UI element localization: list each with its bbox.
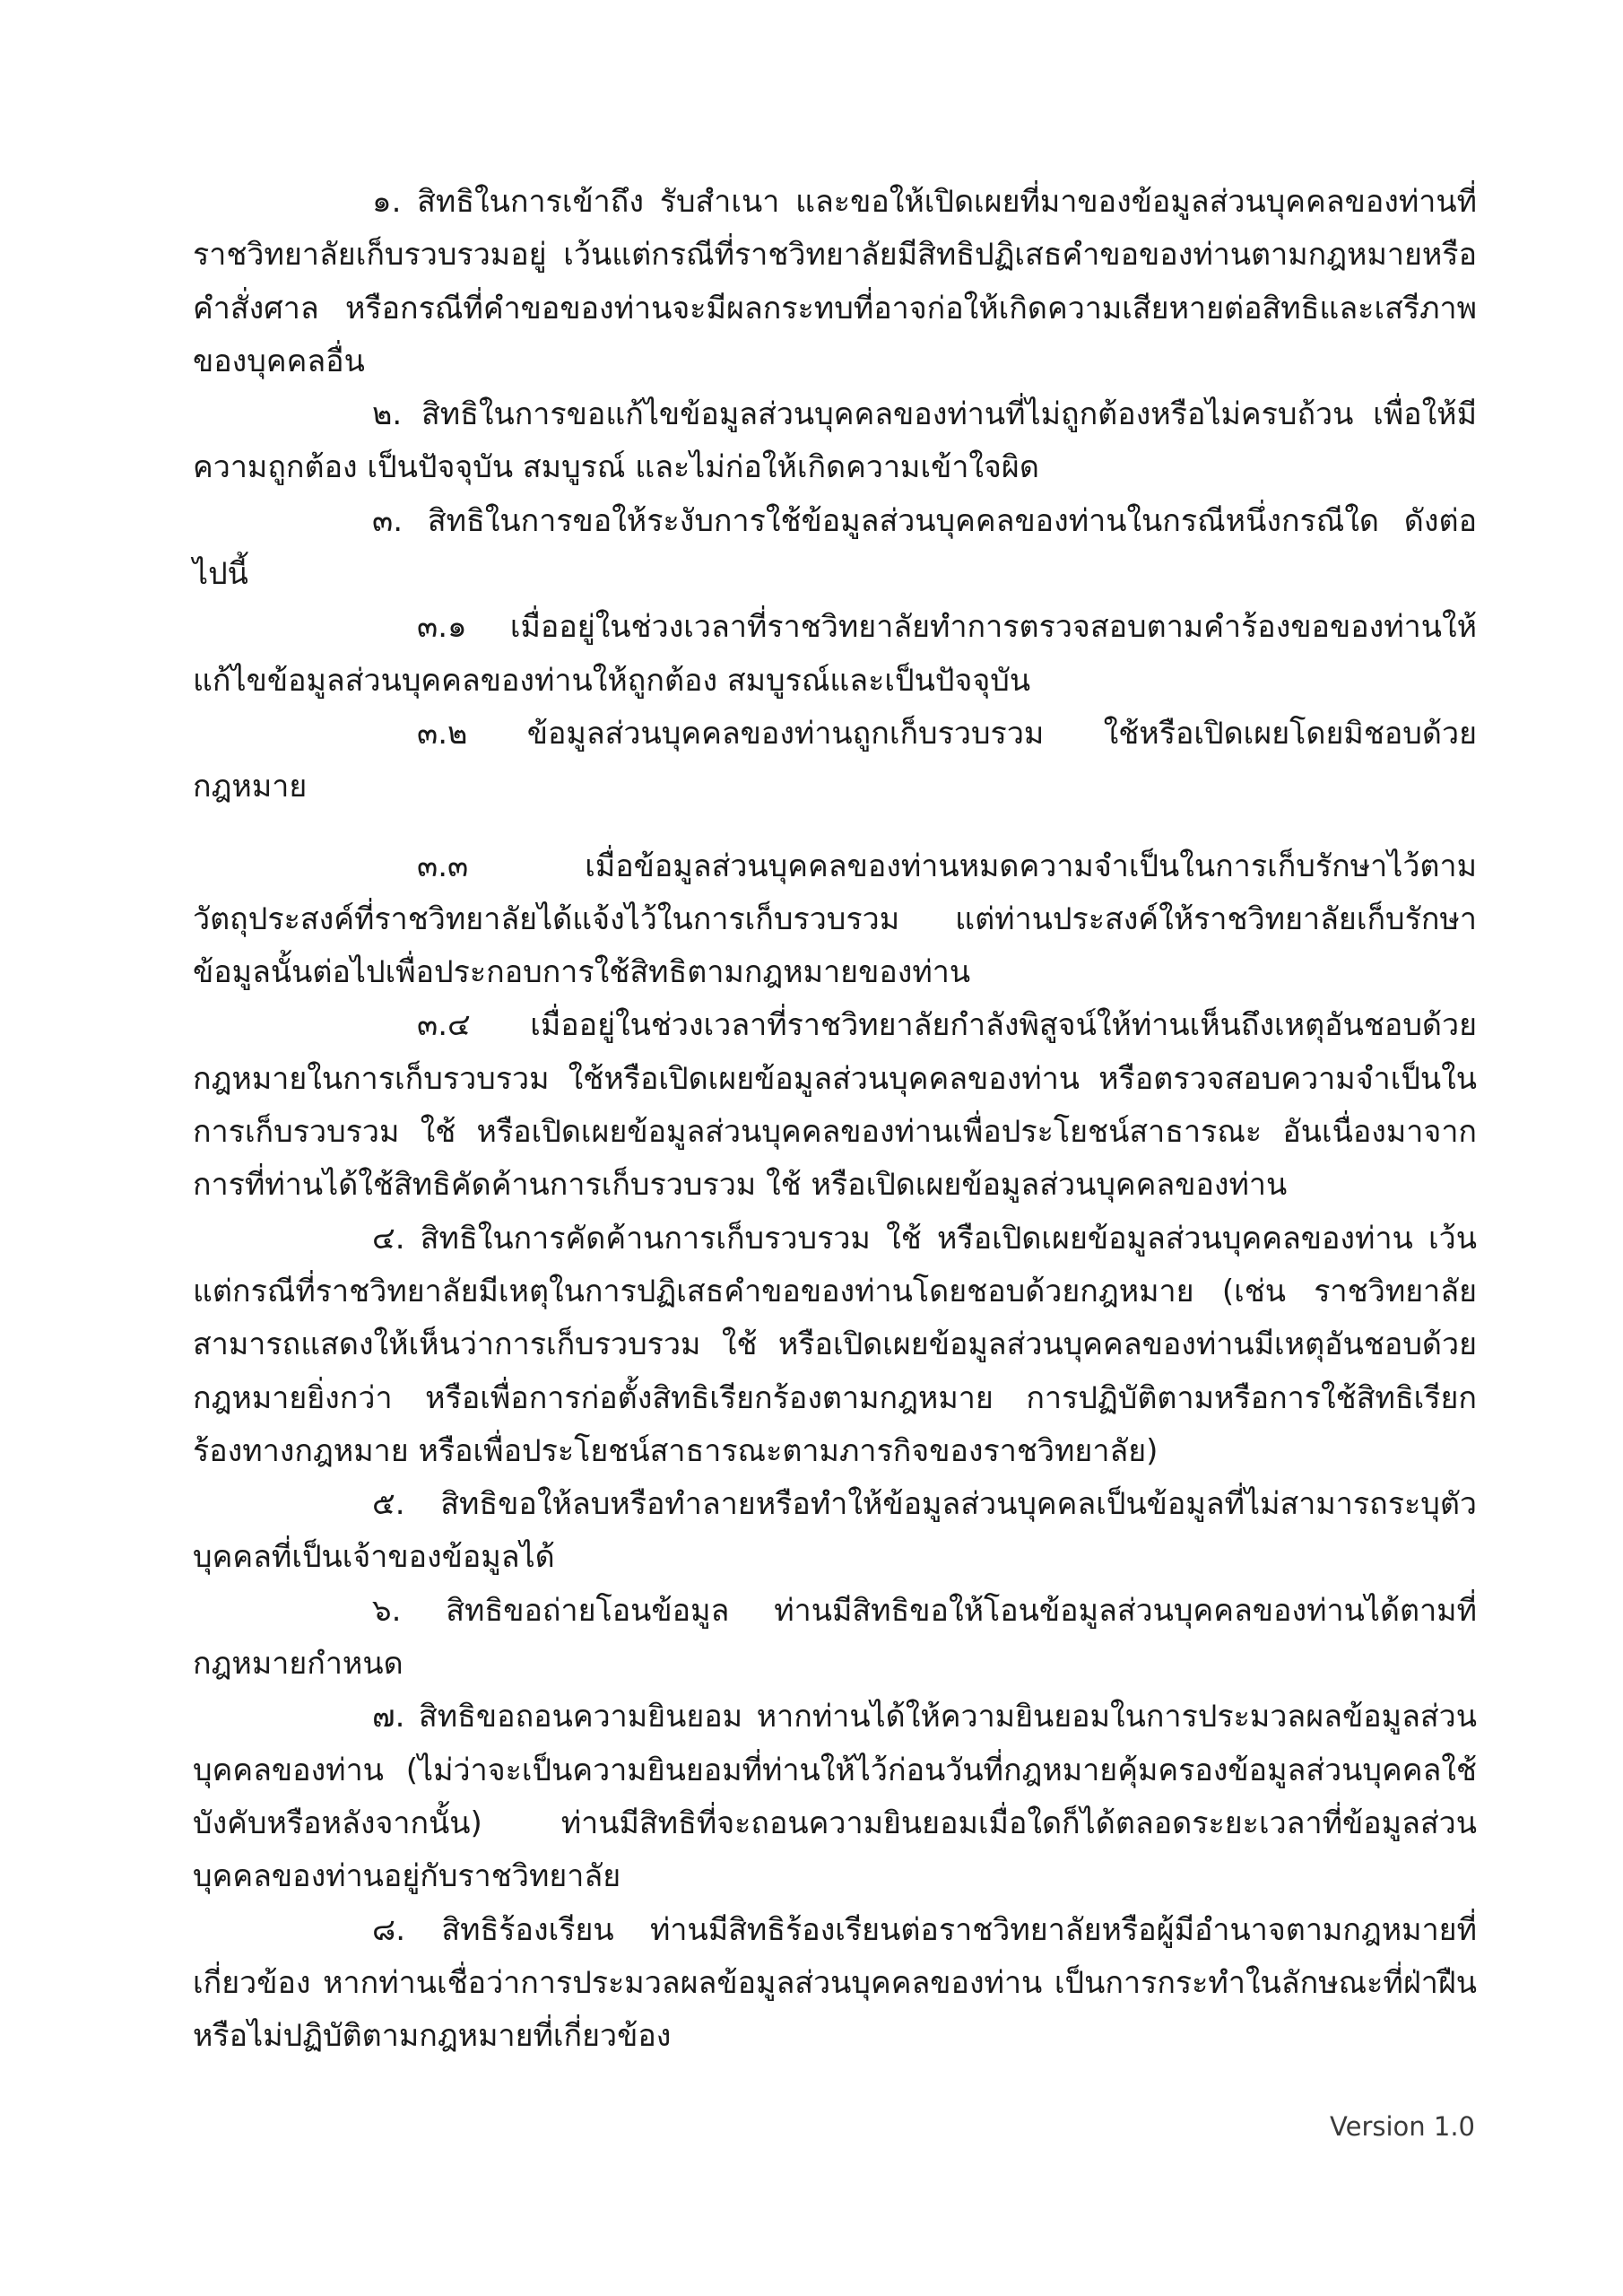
paragraph-right-3-3: ๓.๓ เมื่อข้อมูลส่วนบุคคลของท่านหมดความจำเป็นในการเก็บรักษาไว้ตามวัตถุประสงค์ที่ราชวิทยาลัยได้แจ้งไว้ในการเก็บรวบรวม แต่ท่านประสงค์ให้ราชวิทยาลัยเก็บรักษาข้อมูลนั้นต่อไปเพื่อประกอบการใช้สิทธิตามกฎหมายของท่าน <box>193 848 1477 991</box>
paragraph-right-1: ๑. สิทธิในการเข้าถึง รับสำเนา และขอให้เปิดเผยที่มาของข้อมูลส่วนบุคคลของท่านที่ราชวิทยาลัยเก็บรวบรวมอยู่ เว้นแต่กรณีที่ราชวิทยาลัยมีสิทธิปฏิเสธคำขอของท่านตามกฎหมายหรือคำสั่งศาล หรือกรณีที่คำขอของท่านจะมีผลกระทบที่อาจก่อให้เกิดความเสียหายต่อสิทธิและเสรีภาพของบุคคลอื่น <box>193 184 1477 379</box>
paragraph-right-3: ๓. สิทธิในการขอให้ระงับการใช้ข้อมูลส่วนบุคคลของท่านในกรณีหนึ่งกรณีใด ดังต่อไปนี้ <box>193 502 1477 593</box>
paragraph-right-3-1: ๓.๑ เมื่ออยู่ในช่วงเวลาที่ราชวิทยาลัยทำการตรวจสอบตามคำร้องขอของท่านให้แก้ไขข้อมูลส่วนบุคคลของท่านให้ถูกต้อง สมบูรณ์และเป็นปัจจุบัน <box>193 609 1477 699</box>
paragraph-right-8: ๘. สิทธิร้องเรียน ท่านมีสิทธิร้องเรียนต่อราชวิทยาลัยหรือผู้มีอำนาจตามกฎหมายที่เกี่ยวข้อง หากท่านเชื่อว่าการประมวลผลข้อมูลส่วนบุคคลของท่าน เป็นการกระทำในลักษณะที่ฝ่าฝืนหรือไม่ปฏิบัติตามกฎหมายที่เกี่ยวข้อง <box>193 1911 1477 2055</box>
paragraph-right-3-4: ๓.๔ เมื่ออยู่ในช่วงเวลาที่ราชวิทยาลัยกำลังพิสูจน์ให้ท่านเห็นถึงเหตุอันชอบด้วยกฎหมายในการเก็บรวบรวม ใช้หรือเปิดเผยข้อมูลส่วนบุคคลของท่าน หรือตรวจสอบความจำเป็นในการเก็บรวบรวม ใช้ หรือเปิดเผยข้อมูลส่วนบุคคลของท่านเพื่อประโยชน์สาธารณะ อันเนื่องมาจากการที่ท่านได้ใช้สิทธิคัดค้านการเก็บรวบรวม ใช้ หรือเปิดเผยข้อมูลส่วนบุคคลของท่าน <box>193 1007 1477 1204</box>
paragraph-right-3-2: ๓.๒ ข้อมูลส่วนบุคคลของท่านถูกเก็บรวบรวม ใช้หรือเปิดเผยโดยมิชอบด้วยกฎหมาย <box>193 715 1477 805</box>
document-body <box>193 176 1477 2063</box>
version-label: Version 1.0 <box>1330 2111 1475 2142</box>
paragraph-right-4: ๔. สิทธิในการคัดค้านการเก็บรวบรวม ใช้ หรือเปิดเผยข้อมูลส่วนบุคคลของท่าน เว้นแต่กรณีที่ราชวิทยาลัยมีเหตุในการปฏิเสธคำขอของท่านโดยชอบด้วยกฎหมาย (เช่น ราชวิทยาลัยสามารถแสดงให้เห็นว่าการเก็บรวบรวม ใช้ หรือเปิดเผยข้อมูลส่วนบุคคลของท่านมีเหตุอันชอบด้วยกฎหมายยิ่งกว่า หรือเพื่อการก่อตั้งสิทธิเรียกร้องตามกฎหมาย การปฏิบัติตามหรือการใช้สิทธิเรียกร้องทางกฎหมาย หรือเพื่อประโยชน์สาธารณะตามภารกิจของราชวิทยาลัย) <box>193 1220 1477 1469</box>
paragraph-right-6: ๖. สิทธิขอถ่ายโอนข้อมูล ท่านมีสิทธิขอให้โอนข้อมูลส่วนบุคคลของท่านได้ตามที่กฎหมายกำหนด <box>193 1592 1477 1683</box>
paragraph-right-5: ๕. สิทธิขอให้ลบหรือทำลายหรือทำให้ข้อมูลส่วนบุคคลเป็นข้อมูลที่ไม่สามารถระบุตัวบุคคลที่เป็นเจ้าของข้อมูลได้ <box>193 1486 1477 1576</box>
paragraph-right-7: ๗. สิทธิขอถอนความยินยอม หากท่านได้ให้ความยินยอมในการประมวลผลข้อมูลส่วนบุคคลของท่าน (ไม่ว่าจะเป็นความยินยอมที่ท่านให้ไว้ก่อนวันที่กฎหมายคุ้มครองข้อมูลส่วนบุคคลใช้บังคับหรือหลังจากนั้น) ท่านมีสิทธิที่จะถอนความยินยอมเมื่อใดก็ได้ตลอดระยะเวลาที่ข้อมูลส่วนบุคคลของท่านอยู่กับราชวิทยาลัย <box>193 1699 1477 1895</box>
paragraph-right-2: ๒. สิทธิในการขอแก้ไขข้อมูลส่วนบุคคลของท่านที่ไม่ถูกต้องหรือไม่ครบถ้วน เพื่อให้มีความถูกต้อง เป็นปัจจุบัน สมบูรณ์ และไม่ก่อให้เกิดความเข้าใจผิด <box>193 396 1477 486</box>
